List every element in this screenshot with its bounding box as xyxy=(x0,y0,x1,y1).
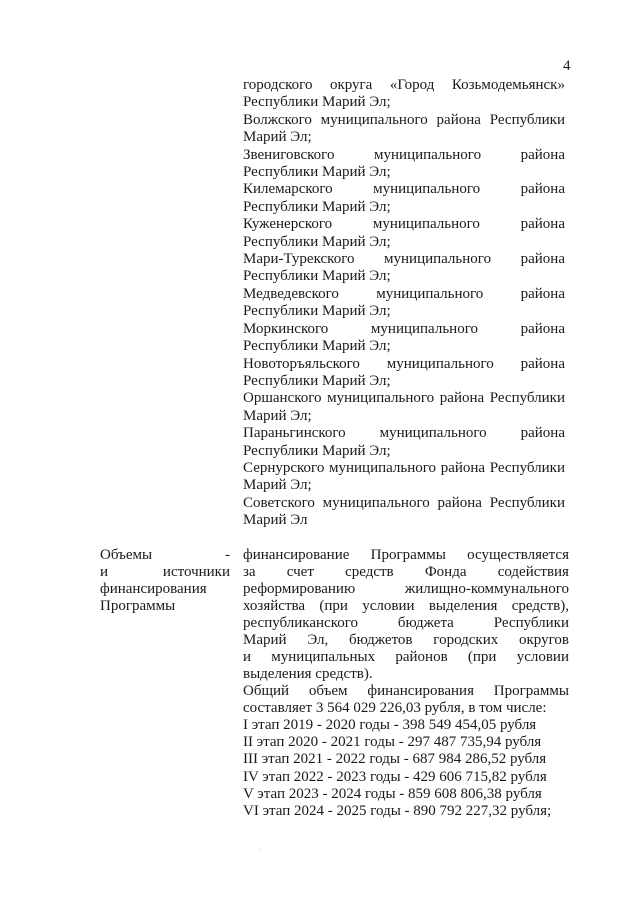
municipality-line-1 xyxy=(243,460,565,477)
label-line-2-right: источники xyxy=(162,564,230,580)
word: и xyxy=(243,649,252,665)
municipality-line-1 xyxy=(243,181,565,198)
municipality-line-2: Республики Марий Эл; xyxy=(243,303,391,320)
word: средств xyxy=(345,564,394,580)
label-line-4: Программы xyxy=(100,598,176,614)
word: муниципального xyxy=(370,320,478,337)
stage-line: III этап 2021 - 2022 годы - 687 984 286,52 рубля xyxy=(243,751,547,768)
municipality-line-2: Республики Марий Эл; xyxy=(243,94,391,111)
word: объем xyxy=(308,683,348,699)
word: содействия xyxy=(497,564,569,580)
municipality-line-2: Республики Марий Эл; xyxy=(243,372,391,389)
label-line-3: финансирования xyxy=(100,581,207,597)
word: районов xyxy=(395,649,448,665)
municipality-item xyxy=(243,321,565,356)
word: Республики xyxy=(489,459,565,476)
word: республиканского xyxy=(243,615,358,631)
word: Республики xyxy=(489,111,565,128)
municipality-item xyxy=(243,181,565,216)
stage-line: IV этап 2022 - 2023 годы - 429 606 715,82 рубля xyxy=(243,768,547,785)
word: муниципального xyxy=(329,459,437,476)
stage-line: V этап 2023 - 2024 годы - 859 608 806,38 рубля xyxy=(243,785,542,802)
word: муниципального xyxy=(373,181,481,198)
municipality-line-1 xyxy=(243,216,565,233)
word: Общий xyxy=(243,683,290,699)
word: Параньгинского xyxy=(243,425,346,442)
financing-line xyxy=(243,547,569,564)
financing-last-line: выделения средств). xyxy=(243,666,373,682)
municipality-line-1 xyxy=(243,147,565,164)
word: района xyxy=(437,494,482,511)
word: округа xyxy=(329,77,373,93)
financing-line xyxy=(243,598,569,615)
word: района xyxy=(520,181,565,198)
financing-lines xyxy=(243,547,569,666)
municipality-item xyxy=(243,112,565,147)
total-line-2: составляет 3 564 029 226,03 рубля, в том числе: xyxy=(243,700,547,716)
municipality-item xyxy=(243,251,565,286)
word: Сернурского xyxy=(243,459,325,476)
municipality-line-2: Республики Марий Эл; xyxy=(243,338,391,355)
word: «Город xyxy=(389,77,435,93)
word: Звениговского xyxy=(243,146,335,163)
municipality-line-1 xyxy=(243,321,565,338)
word: муниципального xyxy=(322,494,430,511)
word: за xyxy=(243,564,256,580)
municipality-line-1 xyxy=(243,112,565,129)
municipality-line-1 xyxy=(243,495,565,512)
section-label xyxy=(100,547,230,615)
word: района xyxy=(439,390,485,407)
municipality-item xyxy=(243,425,565,460)
label-line-2-left: и xyxy=(100,564,109,580)
word: Советского xyxy=(243,494,315,511)
label-line-1: Объемы xyxy=(100,547,153,563)
word: района xyxy=(520,285,565,302)
word: выделения xyxy=(428,598,498,614)
word: района xyxy=(520,320,565,337)
word: городских xyxy=(433,632,499,648)
word: Программы xyxy=(493,683,569,699)
word: бюджетов xyxy=(349,632,413,648)
stage-line: II этап 2020 - 2021 годы - 297 487 735,94 рубля xyxy=(243,734,542,751)
financing-line xyxy=(243,615,569,632)
word: Эл, xyxy=(307,632,329,648)
word: Программы xyxy=(370,547,446,563)
word: Куженерского xyxy=(243,216,333,233)
word: Фонда xyxy=(424,564,467,580)
page-number: 4 xyxy=(563,58,571,74)
word: района xyxy=(520,355,565,372)
word: Моркинского xyxy=(243,320,329,337)
municipality-line-2: Марий Эл; xyxy=(243,477,312,494)
word: реформированию xyxy=(243,581,356,597)
word: района xyxy=(440,459,486,476)
municipality-line-1 xyxy=(243,425,565,442)
word: Республики xyxy=(489,390,565,407)
stage-line: VI этап 2024 - 2025 годы - 890 792 227,32 рубля; xyxy=(243,803,552,820)
word: муниципальных xyxy=(271,649,376,665)
word: Новоторъяльского xyxy=(243,355,360,372)
financing-line xyxy=(243,649,569,666)
word: Республики xyxy=(493,615,569,631)
municipality-line-2: Марий Эл; xyxy=(243,129,312,146)
financing-line xyxy=(243,581,569,598)
municipality-item xyxy=(243,460,565,495)
stage-list xyxy=(243,717,569,820)
municipality-line-2: Республики Марий Эл; xyxy=(243,233,391,250)
word: муниципального xyxy=(384,251,492,268)
financing-line xyxy=(243,564,569,581)
municipality-line-1 xyxy=(243,77,565,94)
word: Медведевского xyxy=(243,285,339,302)
word: муниципального xyxy=(376,285,484,302)
word: Оршанского xyxy=(243,390,322,407)
word: муниципального xyxy=(372,216,480,233)
word: финансирования xyxy=(367,683,474,699)
word: финансирование xyxy=(243,547,350,563)
municipality-item xyxy=(243,390,565,425)
word: района xyxy=(520,146,565,163)
municipality-item xyxy=(243,216,565,251)
municipality-line-2: Марий Эл xyxy=(243,512,308,529)
word: муниципального xyxy=(327,390,435,407)
municipality-line-2: Марий Эл; xyxy=(243,407,312,424)
word: муниципального xyxy=(386,355,494,372)
financing-description xyxy=(243,547,569,820)
municipality-line-2: Республики Марий Эл; xyxy=(243,198,391,215)
word: района xyxy=(436,111,481,128)
word: округов xyxy=(519,632,569,648)
municipality-item xyxy=(243,495,565,530)
word: (при xyxy=(319,598,348,614)
municipality-item xyxy=(243,356,565,391)
financing-line xyxy=(243,632,569,649)
word: Килемарского xyxy=(243,181,333,198)
word: Марий xyxy=(243,632,287,648)
word: Республики xyxy=(489,494,565,511)
word: осуществляется xyxy=(467,547,569,563)
municipality-item xyxy=(243,286,565,321)
word: Козьмодемьянск» xyxy=(451,77,565,93)
label-dash: - xyxy=(225,547,230,563)
stage-line: I этап 2019 - 2020 годы - 398 549 454,05 рубля xyxy=(243,717,537,733)
municipality-line-1 xyxy=(243,356,565,373)
word: муниципального xyxy=(374,146,482,163)
word: средств), xyxy=(511,598,569,614)
municipality-line-2: Республики Марий Эл; xyxy=(243,164,391,181)
municipality-line-1 xyxy=(243,390,565,407)
municipality-item xyxy=(243,77,565,112)
word: района xyxy=(520,251,565,268)
word: муниципального xyxy=(379,425,487,442)
municipality-line-1 xyxy=(243,251,565,268)
word: Мари-Турекского xyxy=(243,251,355,268)
word: условии xyxy=(516,649,569,665)
word: (при xyxy=(467,649,497,665)
total-line-1 xyxy=(243,683,569,700)
word: муниципального xyxy=(320,111,428,128)
scan-speck xyxy=(260,849,261,850)
municipality-line-1 xyxy=(243,286,565,303)
municipalities-list xyxy=(243,77,565,530)
word: жилищно-коммунального xyxy=(404,581,569,597)
word: хозяйства xyxy=(243,598,306,614)
municipality-item xyxy=(243,147,565,182)
word: городского xyxy=(243,77,313,93)
word: счет xyxy=(286,564,314,580)
word: района xyxy=(520,425,565,442)
word: условии xyxy=(362,598,415,614)
municipality-line-2: Республики Марий Эл; xyxy=(243,268,391,285)
word: района xyxy=(520,216,565,233)
municipality-line-2: Республики Марий Эл; xyxy=(243,442,391,459)
word: бюджета xyxy=(397,615,454,631)
word: Волжского xyxy=(243,111,312,128)
